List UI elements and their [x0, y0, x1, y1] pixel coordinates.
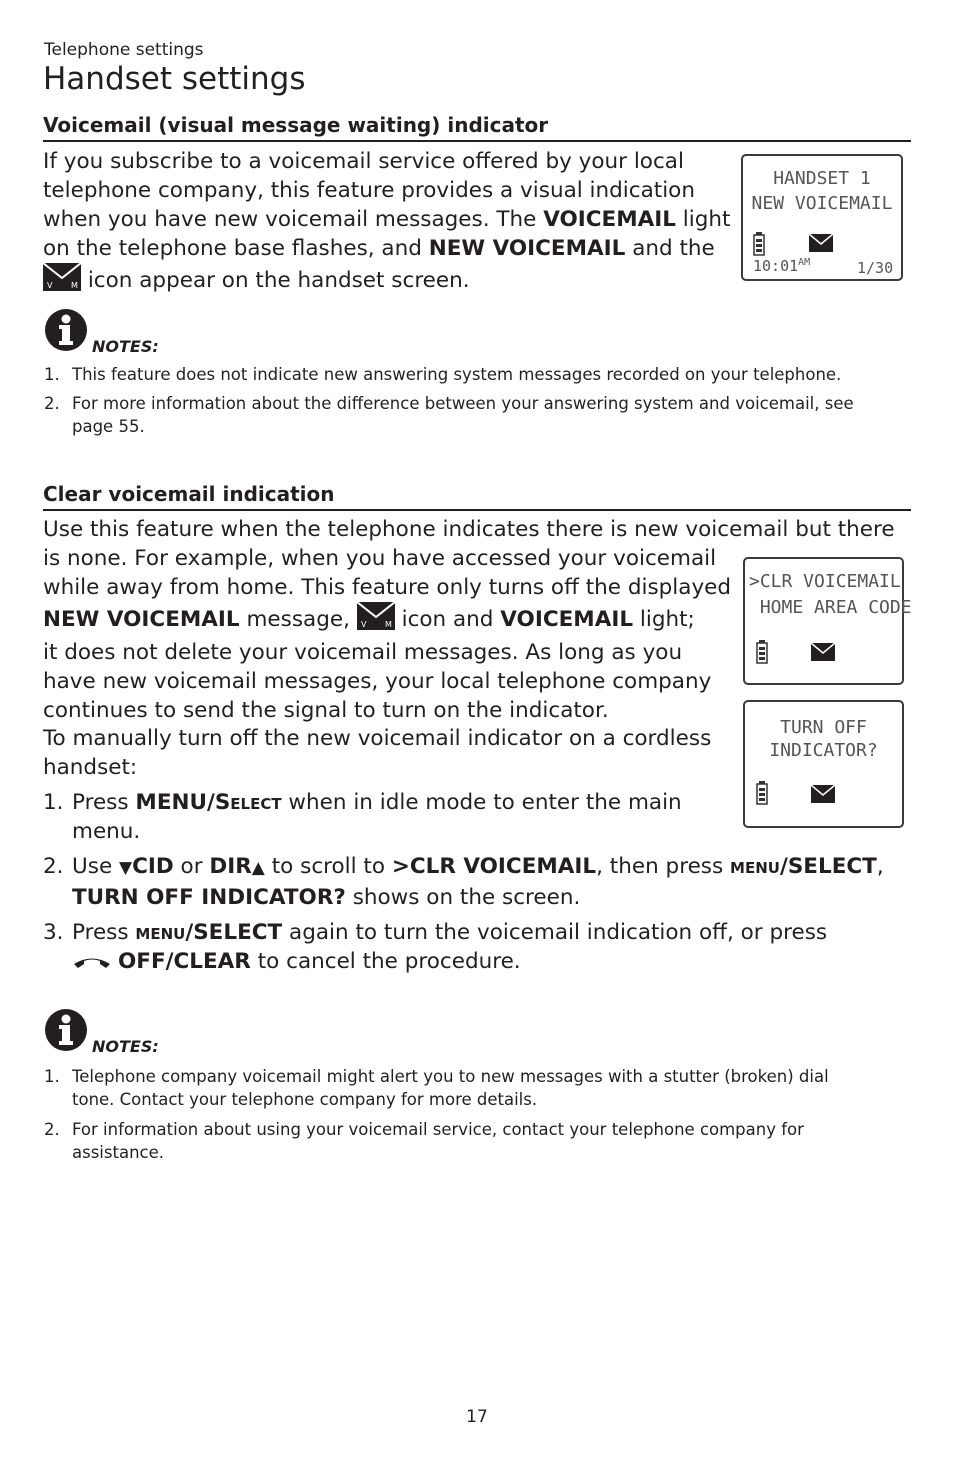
battery-icon [756, 640, 768, 668]
down-arrow-icon: ▼ [119, 858, 133, 878]
text-line: is none. For example, when you have accessed your voicemail [43, 546, 717, 571]
note-text: For more information about the difference between your answering system and voicemail, see [72, 394, 854, 413]
up-arrow-icon: ▲ [251, 858, 265, 878]
svg-text:V: V [360, 620, 367, 629]
voicemail-envelope-icon [357, 602, 395, 638]
text-line: have new voicemail messages, your local telephone company [43, 669, 712, 694]
note-text: tone. Contact your telephone company for more details. [72, 1090, 538, 1109]
text-line [43, 234, 733, 263]
svg-text:V: V [47, 281, 53, 290]
cid-key-label: CID [132, 854, 174, 879]
notes-list [44, 1065, 904, 1164]
step-number: 2. [43, 854, 64, 879]
time-text: 10:01 [753, 257, 799, 275]
screen-line: HANDSET 1 [773, 168, 871, 189]
menu-key-label: MENU/ [135, 790, 215, 815]
text-line: Use this feature when the telephone indicates there is new voicemail but there [43, 517, 895, 542]
section-divider [43, 140, 911, 142]
text: Press [72, 920, 136, 945]
new-voicemail-label: NEW VOICEMAIL [43, 607, 240, 632]
new-voicemail-label: NEW VOICEMAIL [428, 236, 626, 261]
step-number: 1. [43, 790, 64, 815]
text: message, [239, 607, 357, 632]
text: , then press [596, 854, 731, 879]
voicemail-envelope-icon [811, 643, 835, 665]
section-divider [43, 509, 911, 511]
screen-line: TURN OFF [780, 717, 867, 738]
text-line [43, 263, 733, 299]
screen-time [753, 257, 810, 275]
notes-label: NOTES: [92, 1037, 159, 1056]
text-line [72, 947, 913, 977]
notes-list [44, 363, 904, 438]
text-line: menu. [72, 819, 141, 844]
note-text: page 55. [72, 417, 145, 436]
voicemail-label: VOICEMAIL [543, 207, 676, 232]
text: and the [625, 236, 715, 261]
text: light [675, 207, 731, 232]
text: again to turn the voicemail indication off, or press [282, 920, 828, 945]
step-2 [43, 852, 913, 912]
list-item [44, 392, 904, 438]
dir-key-label: DIR [209, 854, 252, 879]
page-title: Handset settings [43, 61, 306, 97]
battery-icon [753, 232, 765, 260]
voicemail-envelope-icon [43, 263, 81, 299]
text-line [72, 918, 913, 947]
list-number: 1. [44, 1067, 60, 1086]
text: Press [72, 790, 136, 815]
turn-off-indicator-label: TURN OFF INDICATOR? [72, 885, 346, 910]
info-icon [44, 1008, 88, 1052]
voicemail-label: VOICEMAIL [500, 607, 634, 632]
screen-line: >CLR VOICEMAIL [749, 571, 901, 592]
clr-voicemail-label: >CLR VOICEMAIL [391, 854, 597, 879]
text: Use [72, 854, 119, 879]
phone-hangup-icon [72, 948, 112, 977]
step-number: 3. [43, 920, 64, 945]
note-text: This feature does not indicate new answering system messages recorded on your telephone. [72, 365, 842, 384]
list-number: 2. [44, 394, 60, 413]
screen-line: HOME AREA CODE [749, 597, 912, 618]
text: when in idle mode to enter the main [281, 790, 682, 815]
text-line: continues to send the signal to turn on the indicator. [43, 698, 609, 723]
list-number: 1. [44, 365, 60, 384]
section-heading-clear-voicemail: Clear voicemail indication [43, 482, 335, 506]
text: to cancel the procedure. [250, 949, 521, 974]
text-line: while away from home. This feature only turns off the displayed [43, 575, 732, 600]
step-1 [43, 788, 732, 846]
screen-line: NEW VOICEMAIL [751, 193, 893, 214]
handset-screen-clr-voicemail [743, 557, 912, 685]
breadcrumb: Telephone settings [44, 40, 204, 60]
ampm-text: AM [798, 257, 811, 268]
section-heading-voicemail-indicator: Voicemail (visual message waiting) indicator [43, 113, 549, 137]
svg-text:M: M [384, 620, 392, 629]
text: on the telephone base flashes, and [43, 236, 429, 261]
text: when you have new voicemail messages. The [43, 207, 544, 232]
text-line [72, 788, 732, 817]
select-key-label: /SELECT [779, 854, 877, 879]
text: icon and [394, 607, 501, 632]
text-line [43, 205, 733, 234]
menu-key-label: menu [730, 854, 780, 879]
instruction-intro [43, 724, 733, 782]
screen-line: INDICATOR? [769, 740, 878, 761]
note-text: Telephone company voicemail might alert you to new messages with a stutter (broken) dial [72, 1067, 829, 1086]
text: , [876, 854, 884, 879]
menu-key-label: menu [135, 920, 186, 945]
list-item [44, 1065, 904, 1111]
text-line: it does not delete your voicemail messages. As long as you [43, 640, 683, 665]
info-icon [44, 308, 88, 352]
notes-label: NOTES: [92, 337, 159, 356]
note-text: assistance. [72, 1143, 164, 1162]
off-clear-key-label: OFF/CLEAR [118, 949, 251, 974]
text-line: telephone company, this feature provides a visual indication [43, 178, 695, 203]
voicemail-envelope-icon [809, 234, 833, 256]
steps-list [43, 788, 913, 977]
text: to scroll to [264, 854, 392, 879]
text-line: If you subscribe to a voicemail service offered by your local [43, 149, 684, 174]
list-item [44, 1118, 904, 1164]
text: or [173, 854, 210, 879]
text-line [72, 883, 913, 912]
text: shows on the screen. [345, 885, 581, 910]
section1-paragraph [43, 147, 733, 299]
step-3 [43, 918, 913, 977]
list-number: 2. [44, 1120, 60, 1139]
note-text: For information about using your voicemail service, contact your telephone company for [72, 1120, 804, 1139]
screen-date: 1/30 [857, 259, 894, 277]
text-line [72, 852, 913, 883]
select-key-label: /SELECT [185, 920, 283, 945]
text-line: To manually turn off the new voicemail indicator on a cordless [43, 726, 712, 751]
text-line: handset: [43, 755, 138, 780]
handset-screen-new-voicemail [741, 154, 903, 281]
list-item [44, 363, 904, 386]
text: icon appear on the handset screen. [81, 268, 470, 293]
svg-text:M: M [71, 281, 78, 290]
text: light; [633, 607, 695, 632]
page-number: 17 [466, 1407, 488, 1427]
select-key-label: Select [214, 790, 282, 815]
